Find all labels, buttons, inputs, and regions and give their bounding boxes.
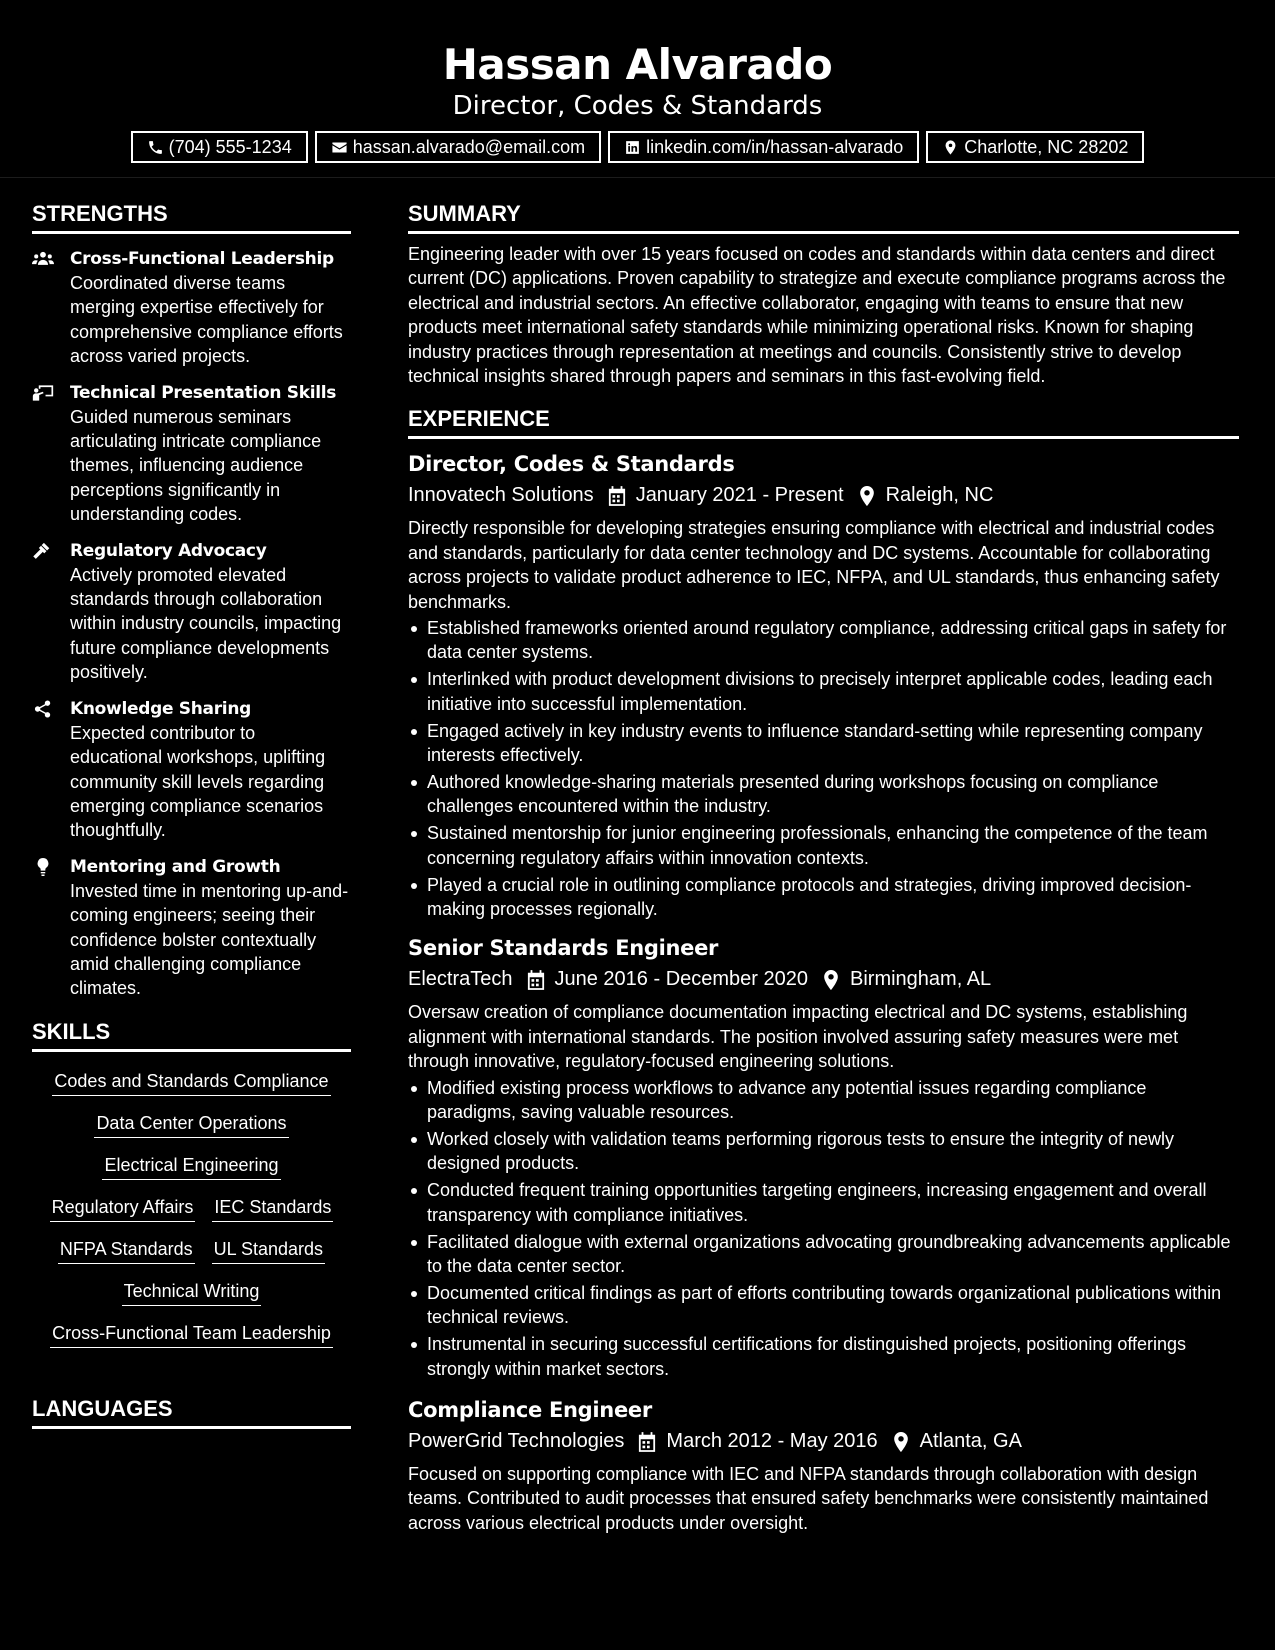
job-bullet: Sustained mentorship for junior engineering professionals, enhancing the competence of the team concerning regulatory affairs within innovation contexts. <box>408 821 1239 870</box>
job-title: Director, Codes & Standards <box>408 452 735 477</box>
skill-tag: UL Standards <box>212 1235 325 1264</box>
skill-tag: IEC Standards <box>212 1193 333 1222</box>
strength-description: Invested time in mentoring up-and-coming engineers; seeing their confidence bolster contextually amid challenging compliance climates. <box>70 880 349 999</box>
linkedin-icon <box>624 139 641 156</box>
skill-tag: Regulatory Affairs <box>50 1193 196 1222</box>
right-column <box>408 197 1239 1535</box>
strength-description: Guided numerous seminars articulating intricate compliance themes, influencing audience perceptions significantly in understanding codes. <box>70 406 322 525</box>
skill-tag: Cross-Functional Team Leadership <box>50 1319 333 1348</box>
job-bullets <box>408 616 1239 921</box>
job-bullet: Established frameworks oriented around regulatory compliance, addressing critical gaps in safety for data center systems. <box>408 616 1239 665</box>
experience-heading: EXPERIENCE <box>408 402 1239 439</box>
contact-phone[interactable] <box>131 131 308 163</box>
lightbulb-icon <box>32 858 54 876</box>
job-dates: June 2016 - December 2020 <box>554 968 808 991</box>
skill-tag: Codes and Standards Compliance <box>52 1067 330 1096</box>
contact-location-text: Charlotte, NC 28202 <box>964 136 1129 157</box>
job-bullet: Engaged actively in key industry events to influence standard-setting while representing company interests effectively. <box>408 719 1239 768</box>
candidate-title: Director, Codes & Standards <box>452 91 823 121</box>
job-meta <box>408 1426 1239 1457</box>
contact-bar <box>0 131 1275 163</box>
strength-item <box>32 697 351 843</box>
skill-tag: Electrical Engineering <box>102 1151 280 1180</box>
job-entry <box>408 1395 1239 1535</box>
skill-tag: Data Center Operations <box>94 1109 288 1138</box>
job-location: Birmingham, AL <box>850 968 992 991</box>
job-bullet: Conducted frequent training opportunities targeting engineers, increasing engagement and overall transparency with compliance initiatives. <box>408 1178 1239 1227</box>
strength-item <box>32 247 351 369</box>
job-bullet: Instrumental in securing successful certifications for distinguished projects, positioning offerings strongly within market sectors. <box>408 1332 1239 1381</box>
job-location: Raleigh, NC <box>885 484 994 507</box>
job-company: ElectraTech <box>408 968 513 991</box>
strength-description: Coordinated diverse teams merging expertise effectively for comprehensive compliance efforts across varied projects. <box>70 273 343 367</box>
strength-description: Expected contributor to educational workshops, uplifting community skill levels regarding emerging compliance scenarios thoughtfully. <box>70 722 326 841</box>
job-bullet: Modified existing process workflows to advance any potential issues regarding compliance paradigms, saving valuable resources. <box>408 1076 1239 1125</box>
contact-linkedin[interactable] <box>608 131 919 163</box>
job-description: Directly responsible for developing strategies ensuring compliance with electrical and industrial codes and standards, particularly for data center technology and DC systems. Accountable for collaborating across projects to validate product adherence to IEC, NFPA, and UL standards, thus enhancing safety benchmarks. <box>408 518 1220 612</box>
job-location: Atlanta, GA <box>919 1430 1022 1453</box>
summary-heading: SUMMARY <box>408 197 1239 234</box>
location-pin-icon <box>892 1432 910 1452</box>
job-bullets <box>408 1076 1239 1381</box>
strength-item <box>32 855 351 1001</box>
job-dates: March 2012 - May 2016 <box>666 1430 878 1453</box>
job-meta <box>408 964 1239 995</box>
job-bullet: Documented critical findings as part of efforts contributing towards organizational publications within technical reviews. <box>408 1281 1239 1330</box>
location-pin-icon <box>858 486 876 506</box>
strength-title: Knowledge Sharing <box>70 698 252 719</box>
contact-location <box>926 131 1144 163</box>
left-column <box>32 197 351 1429</box>
job-bullet: Interlinked with product development divisions to precisely interpret applicable codes, leading each initiative into successful implementation. <box>408 667 1239 716</box>
summary-text: Engineering leader with over 15 years focused on codes and standards within data centers and direct current (DC) applications. Proven capability to strategize and execute compliance programs across the electrical and industrial sectors. An effective collaborator, engaging with teams to ensure that new products meet international safety standards while minimizing operational risks. Known for shaping industry practices through representation at meetings and councils. Consistently strive to develop technical insights shared through papers and seminars in this fast-evolving field. <box>408 244 1226 387</box>
experience-list <box>408 449 1239 1535</box>
job-entry <box>408 449 1239 921</box>
contact-email[interactable] <box>315 131 601 163</box>
job-title: Senior Standards Engineer <box>408 936 719 961</box>
strength-description: Actively promoted elevated standards through collaboration within industry councils, impacting future compliance developments positively. <box>70 564 342 683</box>
strengths-heading: STRENGTHS <box>32 197 351 234</box>
calendar-icon <box>638 1432 656 1452</box>
strength-title: Technical Presentation Skills <box>70 382 337 403</box>
phone-icon <box>147 139 164 156</box>
gavel-icon <box>32 542 54 560</box>
job-description: Focused on supporting compliance with IEC and NFPA standards through collaboration with design teams. Contributed to audit processes that ensured safety benchmarks were consistently maintained across various electrical products under oversight. <box>408 1464 1209 1533</box>
users-icon <box>32 250 54 268</box>
job-bullet: Played a crucial role in outlining compliance protocols and strategies, driving improved decision-making processes regionally. <box>408 873 1239 922</box>
strength-item <box>32 539 351 685</box>
job-entry <box>408 933 1239 1381</box>
strength-title: Cross-Functional Leadership <box>70 249 334 269</box>
resume-header <box>0 0 1275 178</box>
strength-title: Mentoring and Growth <box>70 856 281 877</box>
skills-list <box>32 1067 351 1348</box>
contact-phone-text: (704) 555-1234 <box>168 136 292 157</box>
email-icon <box>331 139 348 156</box>
skill-tag: NFPA Standards <box>58 1235 195 1264</box>
skill-tag: Technical Writing <box>122 1277 262 1306</box>
job-bullet: Facilitated dialogue with external organizations advocating groundbreaking advancements applicable to the data center sector. <box>408 1230 1239 1279</box>
contact-email-text: hassan.alvarado@email.com <box>352 136 586 157</box>
location-pin-icon <box>822 970 840 990</box>
job-description: Oversaw creation of compliance documentation impacting electrical and DC systems, establishing alignment with international standards. The position involved assuring safety measures were met through innovative, regulatory-focused engineering solutions. <box>408 1002 1188 1072</box>
calendar-icon <box>608 486 626 506</box>
location-pin-icon <box>942 139 959 156</box>
presentation-icon <box>32 384 54 402</box>
languages-heading: LANGUAGES <box>32 1392 351 1429</box>
strength-title: Regulatory Advocacy <box>70 540 267 561</box>
job-bullet: Worked closely with validation teams performing rigorous tests to ensure the integrity of newly designed products. <box>408 1127 1239 1176</box>
strength-item <box>32 381 351 527</box>
job-company: PowerGrid Technologies <box>408 1430 625 1453</box>
job-bullet: Authored knowledge-sharing materials presented during workshops focusing on compliance challenges encountered within the industry. <box>408 770 1239 819</box>
job-dates: January 2021 - Present <box>635 484 844 507</box>
share-icon <box>32 700 54 718</box>
skills-heading: SKILLS <box>32 1015 351 1052</box>
calendar-icon <box>527 970 545 990</box>
contact-linkedin-text: linkedin.com/in/hassan-alvarado <box>646 136 904 157</box>
job-meta <box>408 480 1239 511</box>
candidate-name: Hassan Alvarado <box>442 40 833 89</box>
strengths-list <box>32 247 351 1001</box>
job-company: Innovatech Solutions <box>408 484 594 507</box>
job-title: Compliance Engineer <box>408 1398 652 1423</box>
